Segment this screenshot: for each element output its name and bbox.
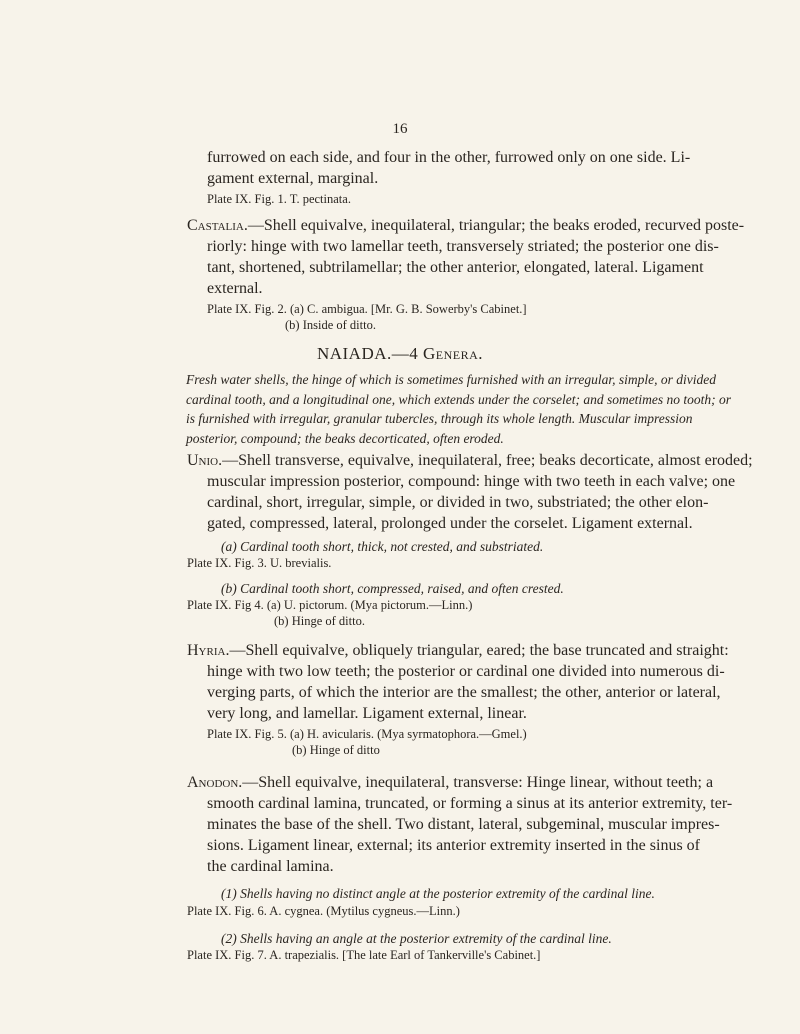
- subsection-heading: (2) Shells having an angle at the posterior extremity of the cardinal line.: [221, 931, 612, 946]
- subsection-heading: (b) Cardinal tooth short, compressed, raised, and often crested.: [221, 581, 564, 596]
- text-line: .—Shell transverse, equivalve, inequilateral, free; beaks decorticate, almost eroded;: [218, 452, 753, 469]
- plate-reference: Plate IX. Fig 4. (a) U. pictorum. (Mya pictorum.—Linn.): [187, 598, 473, 612]
- text-line: hinge with two low teeth; the posterior or cardinal one divided into numerous di-: [207, 663, 725, 680]
- text-line: minates the base of the shell. Two distant, lateral, subgeminal, muscular impres-: [207, 816, 720, 833]
- family-description-line: Fresh water shells, the hinge of which is sometimes furnished with an irregular, simple, or divided: [186, 372, 716, 387]
- plate-reference: Plate IX. Fig. 2. (a) C. ambigua. [Mr. G. B. Sowerby's Cabinet.]: [207, 302, 527, 316]
- genus-name: Unio: [187, 452, 219, 469]
- text-line: very long, and lamellar. Ligament external, linear.: [207, 705, 527, 722]
- genus-entry-anodon: [187, 772, 713, 793]
- text-line: sions. Ligament linear, external; its anterior extremity inserted in the sinus of: [207, 837, 701, 854]
- genus-name: Anodon: [187, 774, 239, 791]
- subsection-heading: (a) Cardinal tooth short, thick, not crested, and substriated.: [221, 539, 544, 554]
- text-line: .—Shell equivalve, obliquely triangular, eared; the base truncated and straight:: [225, 642, 729, 659]
- family-description-line: cardinal tooth, and a longitudinal one, which extends under the corselet; and sometimes no tooth; or: [186, 392, 732, 407]
- family-description-line: is furnished with irregular, granular tubercles, through its whole length. Muscular impression: [186, 411, 693, 426]
- text-line: .—Shell equivalve, inequilateral, triangular; the beaks eroded, recurved poste-: [243, 217, 745, 234]
- subsection-heading: (1) Shells having no distinct angle at the posterior extremity of the cardinal line.: [221, 886, 655, 901]
- plate-reference: (b) Hinge of ditto.: [274, 614, 365, 628]
- text-line: verging parts, of which the interior are the smallest; the other, anterior or lateral,: [207, 684, 721, 701]
- text-line: furrowed on each side, and four in the other, furrowed only on one side. Li-: [207, 149, 691, 166]
- text-line: gament external, marginal.: [207, 170, 379, 187]
- text-line: tant, shortened, subtrilamellar; the other anterior, elongated, lateral. Ligament: [207, 259, 704, 276]
- genus-name: Castalia: [187, 217, 244, 234]
- genus-entry-unio: [187, 450, 753, 471]
- text-line: external.: [207, 280, 263, 297]
- family-description-line: posterior, compound; the beaks decorticated, often eroded.: [186, 431, 504, 446]
- text-line: muscular impression posterior, compound: hinge with two teeth in each valve; one: [207, 473, 736, 490]
- page-number: 16: [392, 121, 408, 137]
- plate-reference: (b) Inside of ditto.: [285, 318, 376, 332]
- family-name: NAIADA.: [316, 344, 392, 363]
- genus-entry-hyria: [187, 640, 729, 661]
- plate-reference: Plate IX. Fig. 7. A. trapezialis. [The late Earl of Tankerville's Cabinet.]: [187, 948, 541, 962]
- plate-reference: Plate IX. Fig. 6. A. cygnea. (Mytilus cygneus.—Linn.): [187, 904, 460, 918]
- genera-count: —4 Genera.: [391, 344, 484, 363]
- text-line: smooth cardinal lamina, truncated, or forming a sinus at its anterior extremity, ter-: [207, 795, 733, 812]
- text-line: cardinal, short, irregular, simple, or divided in two, substriated; the other elon-: [207, 494, 709, 511]
- family-heading: [0, 344, 800, 364]
- plate-reference: Plate IX. Fig. 1. T. pectinata.: [207, 192, 351, 206]
- text-line: gated, compressed, lateral, prolonged under the corselet. Ligament external.: [207, 515, 693, 532]
- genus-entry-castalia: [187, 215, 744, 236]
- genus-name: Hyria: [187, 642, 226, 659]
- plate-reference: Plate IX. Fig. 3. U. brevialis.: [187, 556, 332, 570]
- text-line: the cardinal lamina.: [207, 858, 334, 875]
- plate-reference: (b) Hinge of ditto: [292, 743, 380, 757]
- text-line: riorly: hinge with two lamellar teeth, transversely striated; the posterior one dis-: [207, 238, 719, 255]
- plate-reference: Plate IX. Fig. 5. (a) H. avicularis. (Mya syrmatophora.—Gmel.): [207, 727, 527, 741]
- text-line: .—Shell equivalve, inequilateral, transverse: Hinge linear, without teeth; a: [238, 774, 714, 791]
